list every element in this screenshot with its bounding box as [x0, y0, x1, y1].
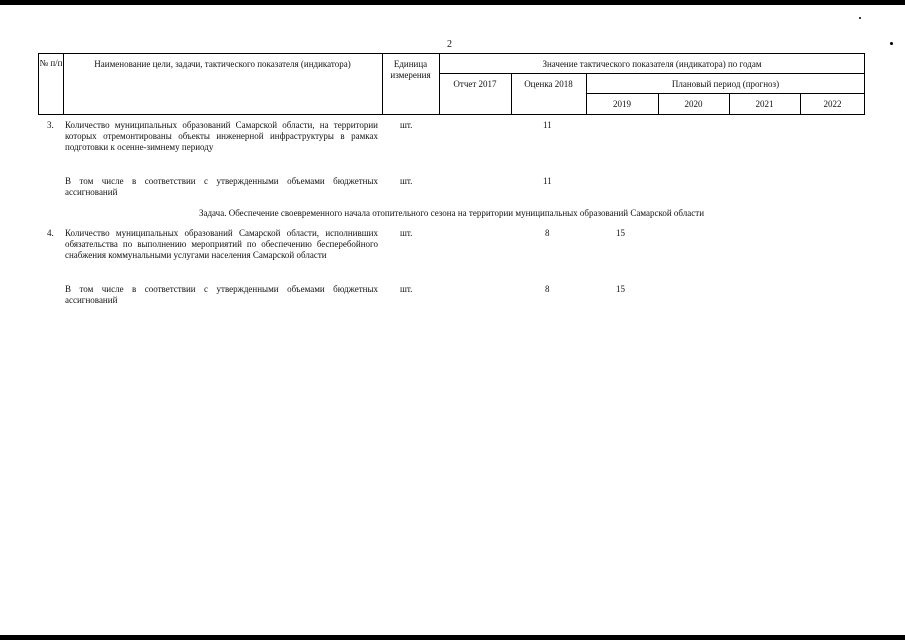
scan-speck	[859, 17, 861, 19]
year-2019-cell: 15	[616, 228, 625, 238]
unit-cell: шт.	[400, 176, 413, 186]
estimate-2018-cell: 11	[543, 176, 552, 186]
header-report-2017: Отчет 2017	[453, 79, 497, 89]
table-header	[38, 53, 865, 115]
page-number: 2	[447, 39, 452, 50]
unit-cell: шт.	[400, 284, 413, 294]
header-num: № п/п	[39, 58, 63, 68]
unit-cell: шт.	[400, 228, 413, 238]
header-unit: Единица измерения	[390, 59, 431, 80]
row-number: 3.	[47, 120, 54, 130]
unit-cell: шт.	[400, 120, 413, 130]
scan-border-bottom	[0, 635, 905, 640]
row-number: 4.	[47, 228, 54, 238]
task-heading: Задача. Обеспечение своевременного начала отопительного сезона на территории муниципальных образований Самарской области	[198, 208, 705, 218]
indicator-name: В том числе в соответствии с утвержденными объемами бюджетных ассигнований	[65, 284, 378, 305]
indicator-name: Количество муниципальных образований Самарской области, исполнивших обязательства по выполнению мероприятий по обеспечению бесперебойного снабжения коммунальными услугами населения Самарской области	[65, 228, 378, 260]
header-estimate-2018: Оценка 2018	[524, 79, 573, 89]
year-2019-cell: 15	[616, 284, 625, 294]
estimate-2018-cell: 11	[543, 120, 552, 130]
grid-line	[586, 93, 865, 94]
grid-line	[439, 73, 865, 74]
scan-border-top	[0, 0, 905, 5]
indicator-name: Количество муниципальных образований Самарской области, на территории которых отремонтированы объекты инженерной инфраструктуры в рамках подготовки к осенне-зимнему периоду	[65, 120, 378, 152]
header-year-2022: 2022	[823, 99, 842, 109]
scan-speck	[890, 42, 893, 45]
estimate-2018-cell: 8	[545, 284, 550, 294]
header-year-2019: 2019	[613, 99, 631, 109]
header-values: Значение тактического показателя (индикатора) по годам	[542, 59, 762, 69]
header-year-2020: 2020	[684, 99, 703, 109]
header-plan-period: Плановый период (прогноз)	[671, 79, 780, 89]
header-year-2021: 2021	[755, 99, 774, 109]
estimate-2018-cell: 8	[545, 228, 550, 238]
indicator-name: В том числе в соответствии с утвержденными объемами бюджетных ассигнований	[65, 176, 378, 197]
header-name: Наименование цели, задачи, тактического показателя (индикатора)	[94, 59, 351, 69]
